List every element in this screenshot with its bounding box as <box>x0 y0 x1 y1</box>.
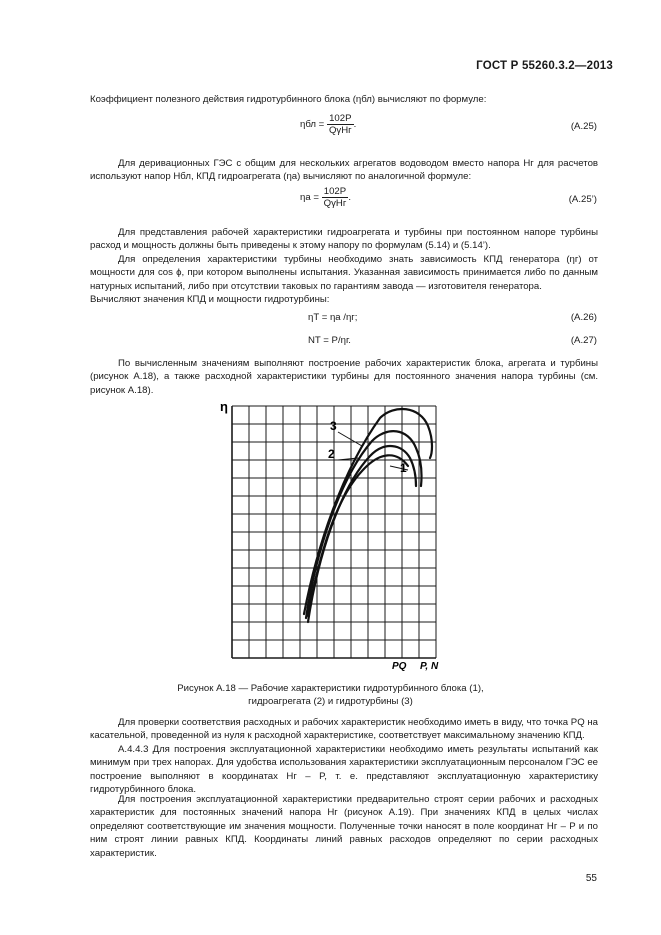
x-label-pq: PQ <box>392 661 407 672</box>
curve-label-3: 3 <box>330 419 337 433</box>
standard-header: ГОСТ Р 55260.3.2—2013 <box>476 60 613 72</box>
figure-caption-line-1: Рисунок А.18 — Рабочие характеристики гидротурбинного блока (1), <box>177 683 484 694</box>
paragraph-4: Для определения характеристики турбины необходимо знать зависимость КПД генератора (ηг) от мощности для cos ϕ, при котором выполнены испытания. Указанная зависимость принимается либо по данным натурных испытаний, либо при отсутствии таковых по гарантиям завода — изготовителя генератора. <box>90 254 598 292</box>
fraction-denominator: QγHг <box>328 125 352 136</box>
x-axis-label: P, N <box>420 661 439 672</box>
equation-a25-prime <box>300 186 351 209</box>
equation-fraction <box>322 186 349 209</box>
equation-a26: ηT = ηа /ηг; <box>308 312 358 323</box>
equation-a25 <box>300 113 356 136</box>
equation-label-a25-prime: (А.25’) <box>568 194 597 205</box>
figure-caption-line-2: гидроагрегата (2) и гидротурбины (3) <box>248 696 413 707</box>
paragraph-1: Коэффициент полезного действия гидротурбинного блока (ηбл) вычисляют по формуле: <box>90 94 487 105</box>
equation-fraction <box>327 113 354 136</box>
page-number: 55 <box>585 873 597 884</box>
equation-label-a25: (А.25) <box>570 121 597 132</box>
leader-3 <box>338 432 362 446</box>
fraction-numerator: 102P <box>327 113 354 125</box>
equation-a27: NT = P/ηг. <box>308 335 351 346</box>
paragraph-8: А.4.4.3 Для построения эксплуатационной характеристики необходимо иметь результаты испытаний как минимум при трех напорах. Для удобства использования характеристики эксплуатационным персоналом ГЭС ее построение выполняют в координатах Hг – P, т. е. представляют эксплуатационную характеристику гидротурбинного блока. <box>90 744 598 796</box>
grid <box>232 406 436 658</box>
fraction-denominator: QγHг <box>323 198 347 209</box>
equation-label-a27: (А.27) <box>570 335 597 346</box>
y-axis-label: η <box>220 399 228 414</box>
figure-a18 <box>212 396 462 672</box>
fraction-numerator: 102P <box>322 186 349 198</box>
equation-lhs: ηа = <box>300 192 319 204</box>
equation-tail: . <box>348 192 351 204</box>
paragraph-5: Вычисляют значения КПД и мощности гидротурбины: <box>90 294 330 305</box>
paragraph-3: Для представления рабочей характеристики гидроагрегата и турбины при постоянном напоре турбины расход и мощность должны быть приведены к этому напору по формулам (5.14) и (5.14’). <box>90 227 598 252</box>
paragraph-6: По вычисленным значениям выполняют построение рабочих характеристик блока, агрегата и турбины (рисунок А.18), а также расходной характеристики турбины для постоянного значения напора турбины (см. рисунок А.18). <box>90 358 598 396</box>
curve-label-1: 1 <box>400 461 407 475</box>
paragraph-9: Для построения эксплуатационной характеристики предварительно строят серии рабочих и расходных характеристик для постоянных значений напора Hг (рисунок А.19). При значениях КПД в целых числах определяют соответствующие им значения мощности. Полученные точки наносят в поле координат Hг – P и по ним строят линии равных КПД. Координаты линий равных расходов определяют по серии расходных характеристик. <box>90 794 598 859</box>
equation-lhs: ηбл = <box>300 119 325 131</box>
paragraph-7: Для проверки соответствия расходных и рабочих характеристик необходимо иметь в виду, что точка PQ на касательной, проведенной из нуля к расходной характеристике, соответствует максимальному значению КПД. <box>90 717 598 742</box>
curve-extra-inner <box>307 455 408 616</box>
paragraph-2: Для деривационных ГЭС с общим для нескольких агрегатов водоводом вместо напора Hг для расчетов используют напор Hбл, КПД гидроагрегата (ηа) вычисляют по аналогичной формуле: <box>90 158 598 183</box>
equation-tail: . <box>353 119 357 131</box>
equation-label-a26: (А.26) <box>570 312 597 323</box>
curve-2-unit <box>306 431 421 618</box>
curve-label-2: 2 <box>328 447 335 461</box>
